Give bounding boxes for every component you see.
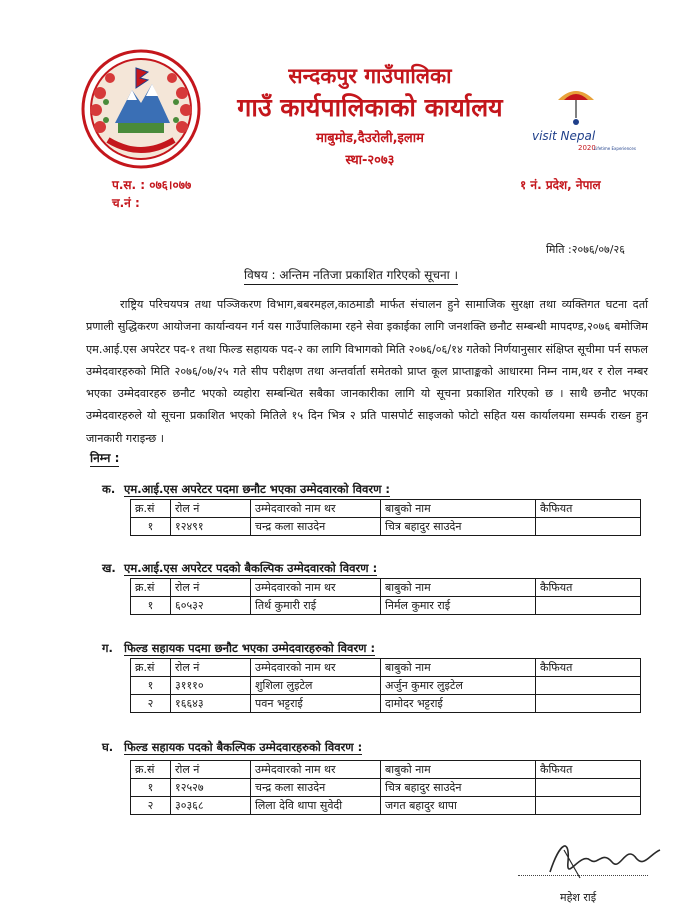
visit-nepal-year: 2020 bbox=[578, 144, 596, 152]
handwritten-signature bbox=[540, 832, 670, 892]
cell-roll: ३१११० bbox=[171, 677, 251, 695]
visit-nepal-tagline: Lifetime Experiences bbox=[594, 146, 636, 151]
cell-roll: ३०३६८ bbox=[171, 797, 251, 815]
cell-candidate: पवन भट्टराई bbox=[251, 695, 381, 713]
municipality-emblem-logo bbox=[80, 48, 202, 170]
col-header-roll: रोल नं bbox=[171, 500, 251, 518]
cell-roll: १२५२७ bbox=[171, 779, 251, 797]
col-header-remarks: कैफियत bbox=[536, 659, 641, 677]
visit-nepal-text: visit Nepal bbox=[532, 129, 596, 143]
cell-candidate: चन्द्र कला साउदेन bbox=[251, 779, 381, 797]
col-header-father: बाबुको नाम bbox=[381, 761, 536, 779]
section-heading: एम.आई.एस अपरेटर पदमा छनौट भएका उम्मेदवारको विवरण : bbox=[124, 482, 391, 496]
table-row bbox=[131, 597, 641, 615]
cell-sn: २ bbox=[131, 797, 171, 815]
letter-date: मिति :२०७६/०७/२६ bbox=[546, 243, 625, 256]
cell-sn: १ bbox=[131, 779, 171, 797]
table-row bbox=[131, 779, 641, 797]
section-letter: ख. bbox=[102, 561, 116, 575]
cell-father: जगत बहादुर थापा bbox=[381, 797, 536, 815]
signatory-name: महेश राई bbox=[560, 891, 597, 904]
section-letter: क. bbox=[102, 482, 116, 496]
notice-paragraph bbox=[86, 294, 648, 450]
table-header-row bbox=[131, 659, 641, 677]
table-row bbox=[131, 677, 641, 695]
candidate-table bbox=[130, 578, 641, 615]
notice-paragraph-text: राष्ट्रिय परिचयपत्र तथा पञ्जिकरण विभाग,बबरमहल,काठमाडौ मार्फत संचालन हुने सामाजिक सुरक्षा तथा व्यक्तिगत घटना दर्ता प्रणाली सुद्धिकरण आयोजना कार्यान्वयन गर्न यस गाउँपालिकामा रहने सेवा इकाईका लागि जनशक्ति छनौट सम्बन्धी मापदण्ड,२०७६ बमोजिम एम.आई.एस अपरेटर पद-१ तथा फिल्ड सहायक पद-२ का लागि विभागको मिति २०७६/०६/१४ गतेको निर्णयानुसार संक्षिप्त सूचीमा पर्न सफल उम्मेदवारहरुको मिति २०७६/०७/२५ गते सीप परीक्षण तथा अन्तर्वार्ता समेतको प्राप्त कूल प्राप्ताङ्कको आधारमा निम्न नाम,थर र रोल नम्बर भएका उम्मेदवारहरु छनौट भएको व्यहोरा सम्बन्धित सबैका जानकारीका लागि यो सूचना प्रकाशित गरिएको छ । साथै छनौट भएका उम्मेदवारहरुले यो सूचना प्रकाशित भएको मितिले १५ दिन भित्र २ प्रति पासपोर्ट साइजको फोटो सहित यस कार्यालयमा सम्पर्क राख्न हुन जानकारी गराइन्छ । bbox=[86, 298, 648, 445]
col-header-sn: क्र.सं bbox=[131, 659, 171, 677]
cell-father: चित्र बहादुर साउदेन bbox=[381, 518, 536, 536]
cell-candidate: लिला देवि थापा सुवेदी bbox=[251, 797, 381, 815]
candidate-table bbox=[130, 760, 641, 815]
section-letter: ग. bbox=[102, 641, 113, 655]
table-header-row bbox=[131, 579, 641, 597]
province-label: १ नं. प्रदेश, नेपाल bbox=[520, 178, 601, 192]
col-header-roll: रोल नं bbox=[171, 659, 251, 677]
established-year: स्था-२०७३ bbox=[345, 153, 395, 168]
office-name: गाउँ कार्यपालिकाको कार्यालय bbox=[237, 93, 503, 122]
cell-remarks bbox=[536, 518, 641, 536]
cell-roll: ६०५३२ bbox=[171, 597, 251, 615]
col-header-roll: रोल नं bbox=[171, 761, 251, 779]
col-header-candidate: उम्मेदवारको नाम थर bbox=[251, 579, 381, 597]
table-row bbox=[131, 695, 641, 713]
dispatch-number: च.नं : bbox=[112, 196, 140, 210]
col-header-remarks: कैफियत bbox=[536, 761, 641, 779]
letter-subject: विषय : अन्तिम नतिजा प्रकाशित गरिएको सूचना । bbox=[244, 266, 458, 285]
candidate-table bbox=[130, 499, 641, 536]
col-header-sn: क्र.सं bbox=[131, 579, 171, 597]
section-heading: एम.आई.एस अपरेटर पदको बैकल्पिक उम्मेदवारको विवरण : bbox=[124, 561, 378, 575]
table-header-row bbox=[131, 761, 641, 779]
section-title bbox=[102, 641, 375, 656]
section-heading: फिल्ड सहायक पदमा छनौट भएका उम्मेदवारहरुको विवरण : bbox=[124, 641, 376, 655]
cell-candidate: शुशिला लुइटेल bbox=[251, 677, 381, 695]
cell-father: अर्जुन कुमार लुइटेल bbox=[381, 677, 536, 695]
col-header-candidate: उम्मेदवारको नाम थर bbox=[251, 500, 381, 518]
cell-remarks bbox=[536, 779, 641, 797]
cell-remarks bbox=[536, 597, 641, 615]
list-intro-label: निम्न : bbox=[90, 451, 120, 465]
cell-sn: १ bbox=[131, 518, 171, 536]
table-header-row bbox=[131, 500, 641, 518]
col-header-sn: क्र.सं bbox=[131, 500, 171, 518]
section-letter: घ. bbox=[102, 740, 114, 754]
col-header-father: बाबुको नाम bbox=[381, 659, 536, 677]
col-header-remarks: कैफियत bbox=[536, 500, 641, 518]
cell-sn: १ bbox=[131, 597, 171, 615]
col-header-father: बाबुको नाम bbox=[381, 579, 536, 597]
section-title bbox=[102, 482, 390, 497]
table-row bbox=[131, 518, 641, 536]
cell-father: दामोदर भट्टराई bbox=[381, 695, 536, 713]
cell-remarks bbox=[536, 797, 641, 815]
col-header-roll: रोल नं bbox=[171, 579, 251, 597]
cell-father: निर्मल कुमार राई bbox=[381, 597, 536, 615]
cell-roll: १६६४३ bbox=[171, 695, 251, 713]
section-heading: फिल्ड सहायक पदको बैकल्पिक उम्मेदवारहरुको विवरण : bbox=[124, 740, 363, 754]
cell-remarks bbox=[536, 695, 641, 713]
cell-roll: १२४९१ bbox=[171, 518, 251, 536]
visit-nepal-logo bbox=[528, 82, 636, 154]
cell-sn: १ bbox=[131, 677, 171, 695]
col-header-sn: क्र.सं bbox=[131, 761, 171, 779]
cell-father: चित्र बहादुर साउदेन bbox=[381, 779, 536, 797]
col-header-father: बाबुको नाम bbox=[381, 500, 536, 518]
cell-remarks bbox=[536, 677, 641, 695]
section-title bbox=[102, 561, 377, 576]
candidate-table bbox=[130, 658, 641, 713]
cell-sn: २ bbox=[131, 695, 171, 713]
col-header-candidate: उम्मेदवारको नाम थर bbox=[251, 659, 381, 677]
municipality-name: सन्दकपुर गाउँपालिका bbox=[288, 64, 452, 88]
section-title bbox=[102, 740, 362, 755]
cell-candidate: तिर्थ कुमारी राई bbox=[251, 597, 381, 615]
reference-number: प.स. : ०७६।०७७ bbox=[112, 178, 192, 192]
col-header-remarks: कैफियत bbox=[536, 579, 641, 597]
office-address: माबुमोड,दैउरोली,इलाम bbox=[316, 131, 424, 146]
col-header-candidate: उम्मेदवारको नाम थर bbox=[251, 761, 381, 779]
signature-line bbox=[518, 875, 648, 876]
cell-candidate: चन्द्र कला साउदेन bbox=[251, 518, 381, 536]
table-row bbox=[131, 797, 641, 815]
